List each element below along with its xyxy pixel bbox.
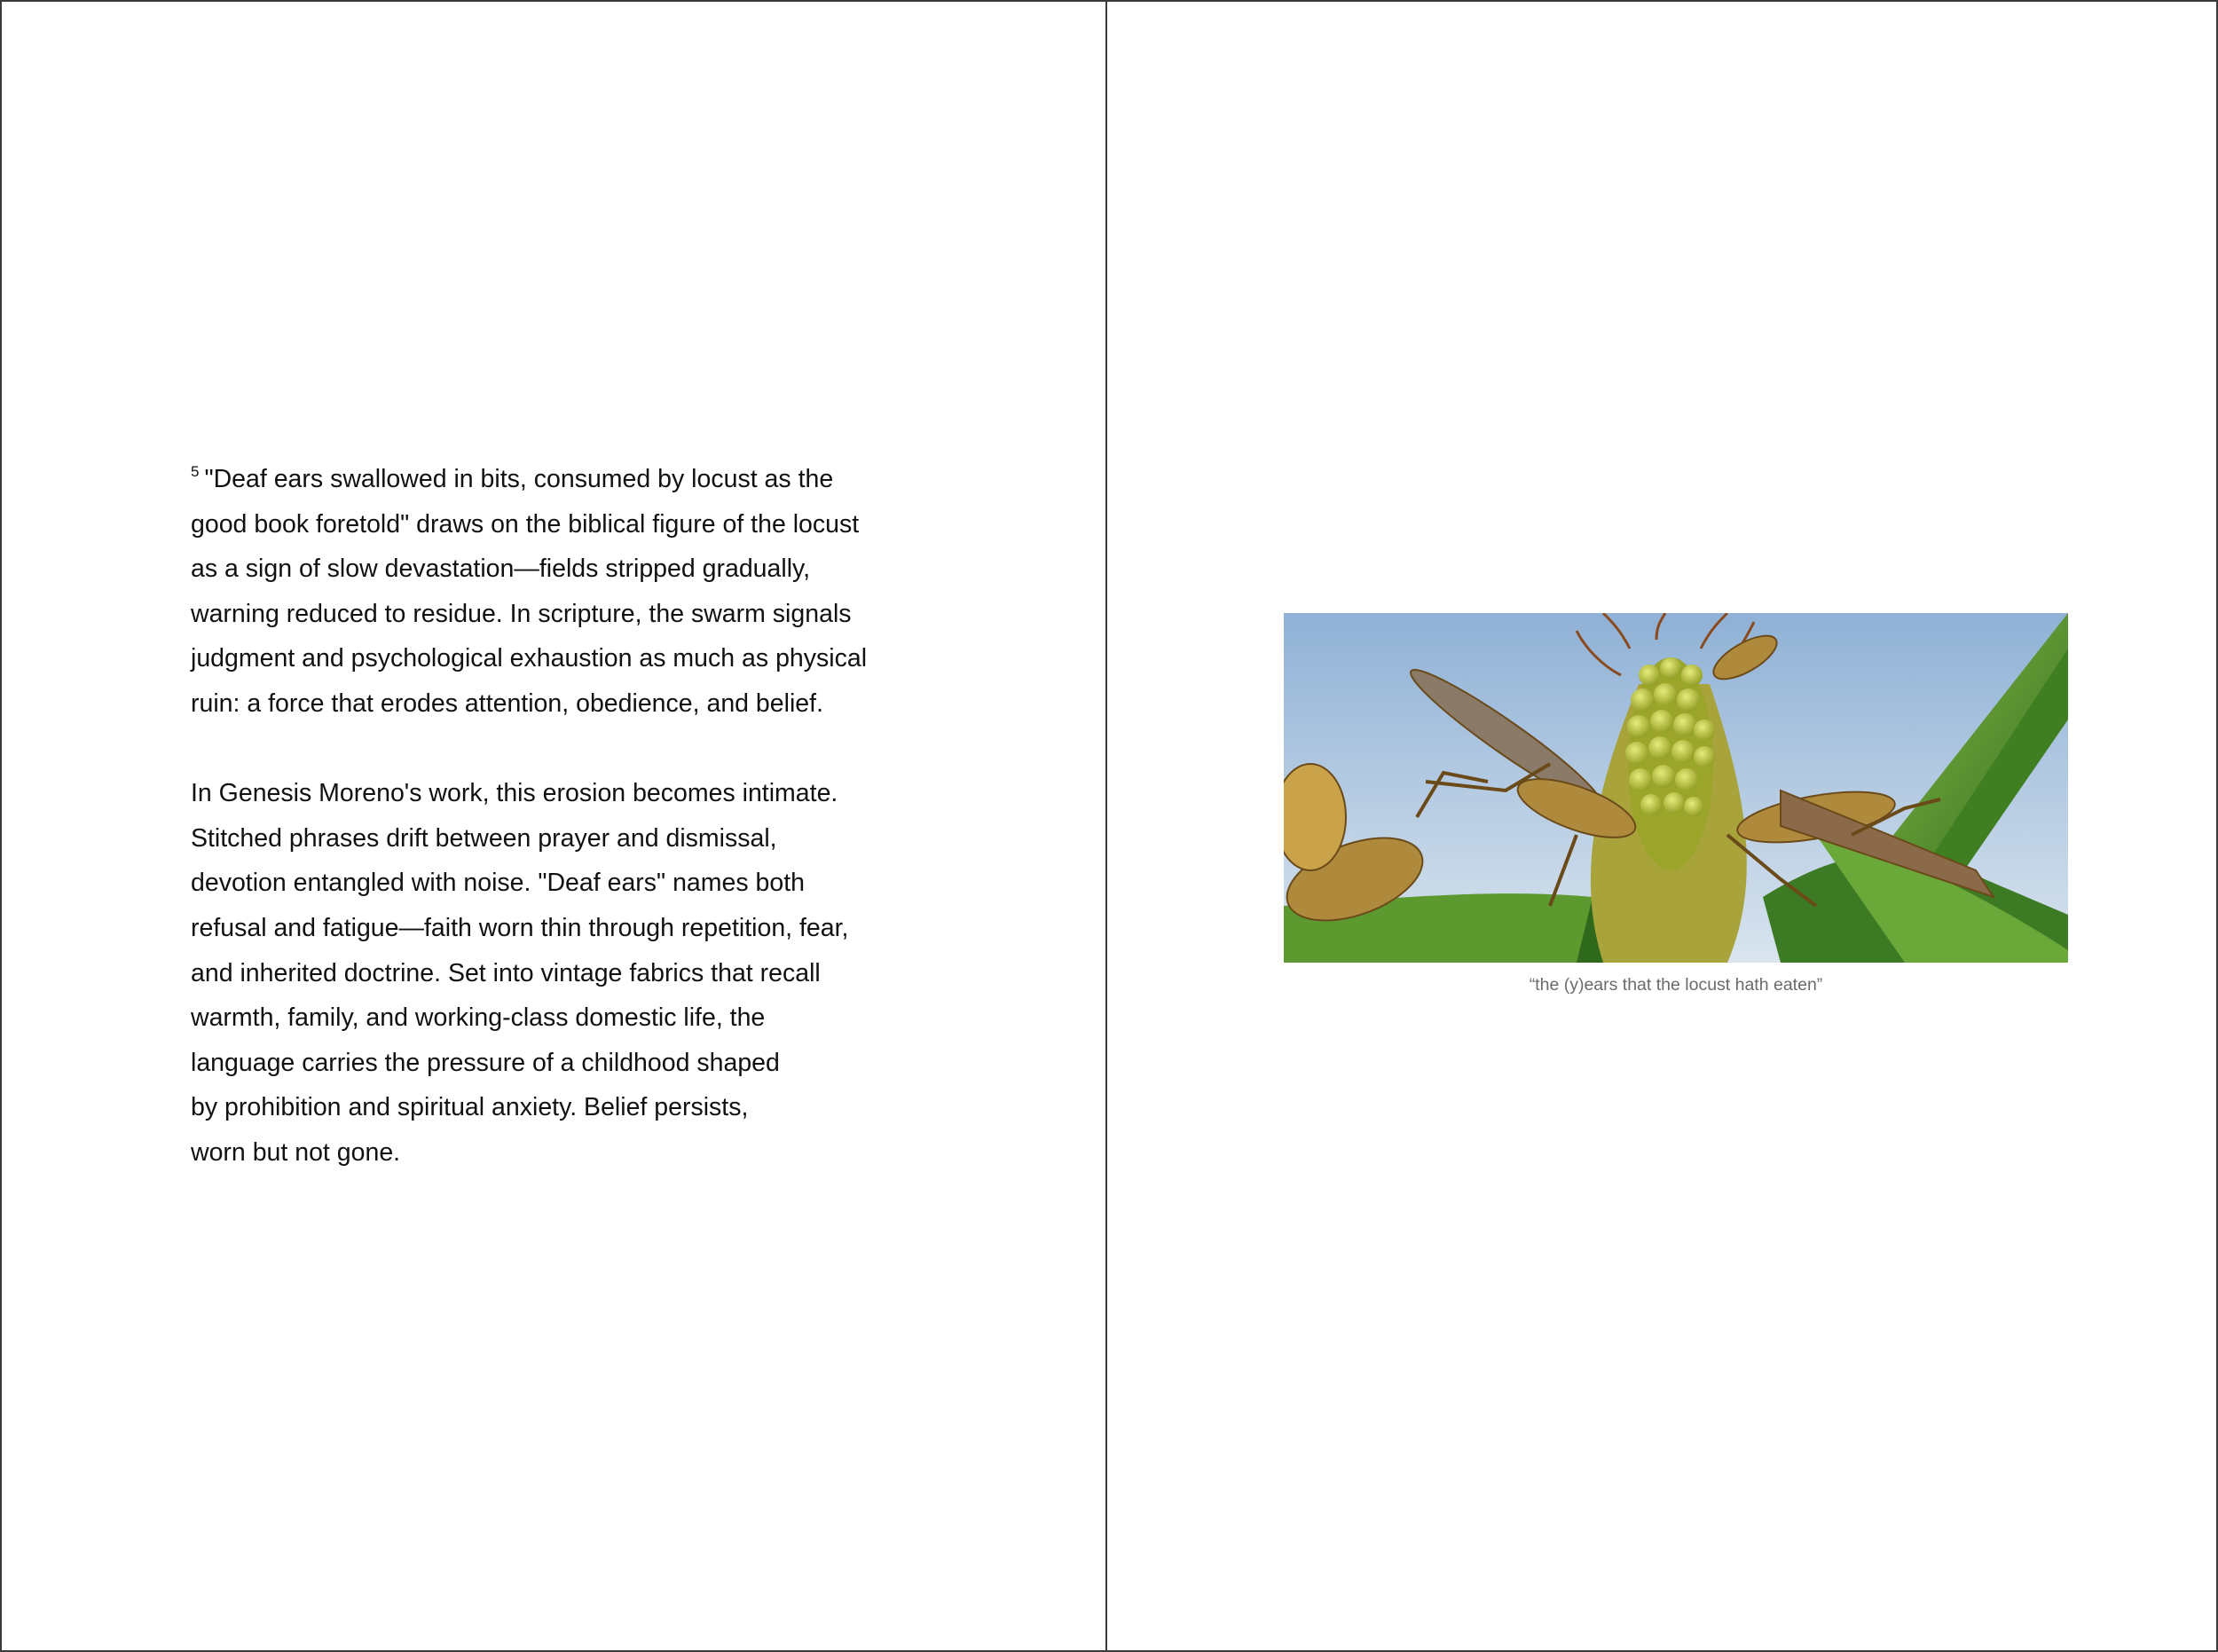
paragraph-1-text: "Deaf ears swallowed in bits, consumed by locust as the good book foretold" draws on the biblical figure of the locust as a sign of slow devastation—fields stripped gradually, warning reduced to residue. In scripture, the swarm signals judgment and psychological exhaustion as much as physical ruin: a force that erodes attention, obedience, and belief. [191, 465, 868, 718]
left-page [2, 2, 1105, 1650]
right-page [1107, 2, 2216, 1650]
figure-caption: “the (y)ears that the locust hath eaten” [1529, 975, 1823, 995]
figure [1284, 613, 2068, 995]
footnote-text [191, 457, 901, 1176]
footnote-paragraph-1 [191, 457, 901, 727]
locust-photo [1284, 613, 2068, 963]
footnote-paragraph-2: In Genesis Moreno's work, this erosion becomes intimate. Stitched phrases drift between prayer and dismissal, devotion entangled with noise. "Deaf ears" names both refusal and fatigue—faith worn thin through repetition, fear, and inherited doctrine. Set into vintage fabrics that recall warmth, family, and working-class domestic life, the language carries the pressure of a childhood shaped by prohibition and spiritual anxiety. Belief persists, worn but not gone. [191, 779, 849, 1167]
footnote-number: 5 [191, 463, 200, 480]
